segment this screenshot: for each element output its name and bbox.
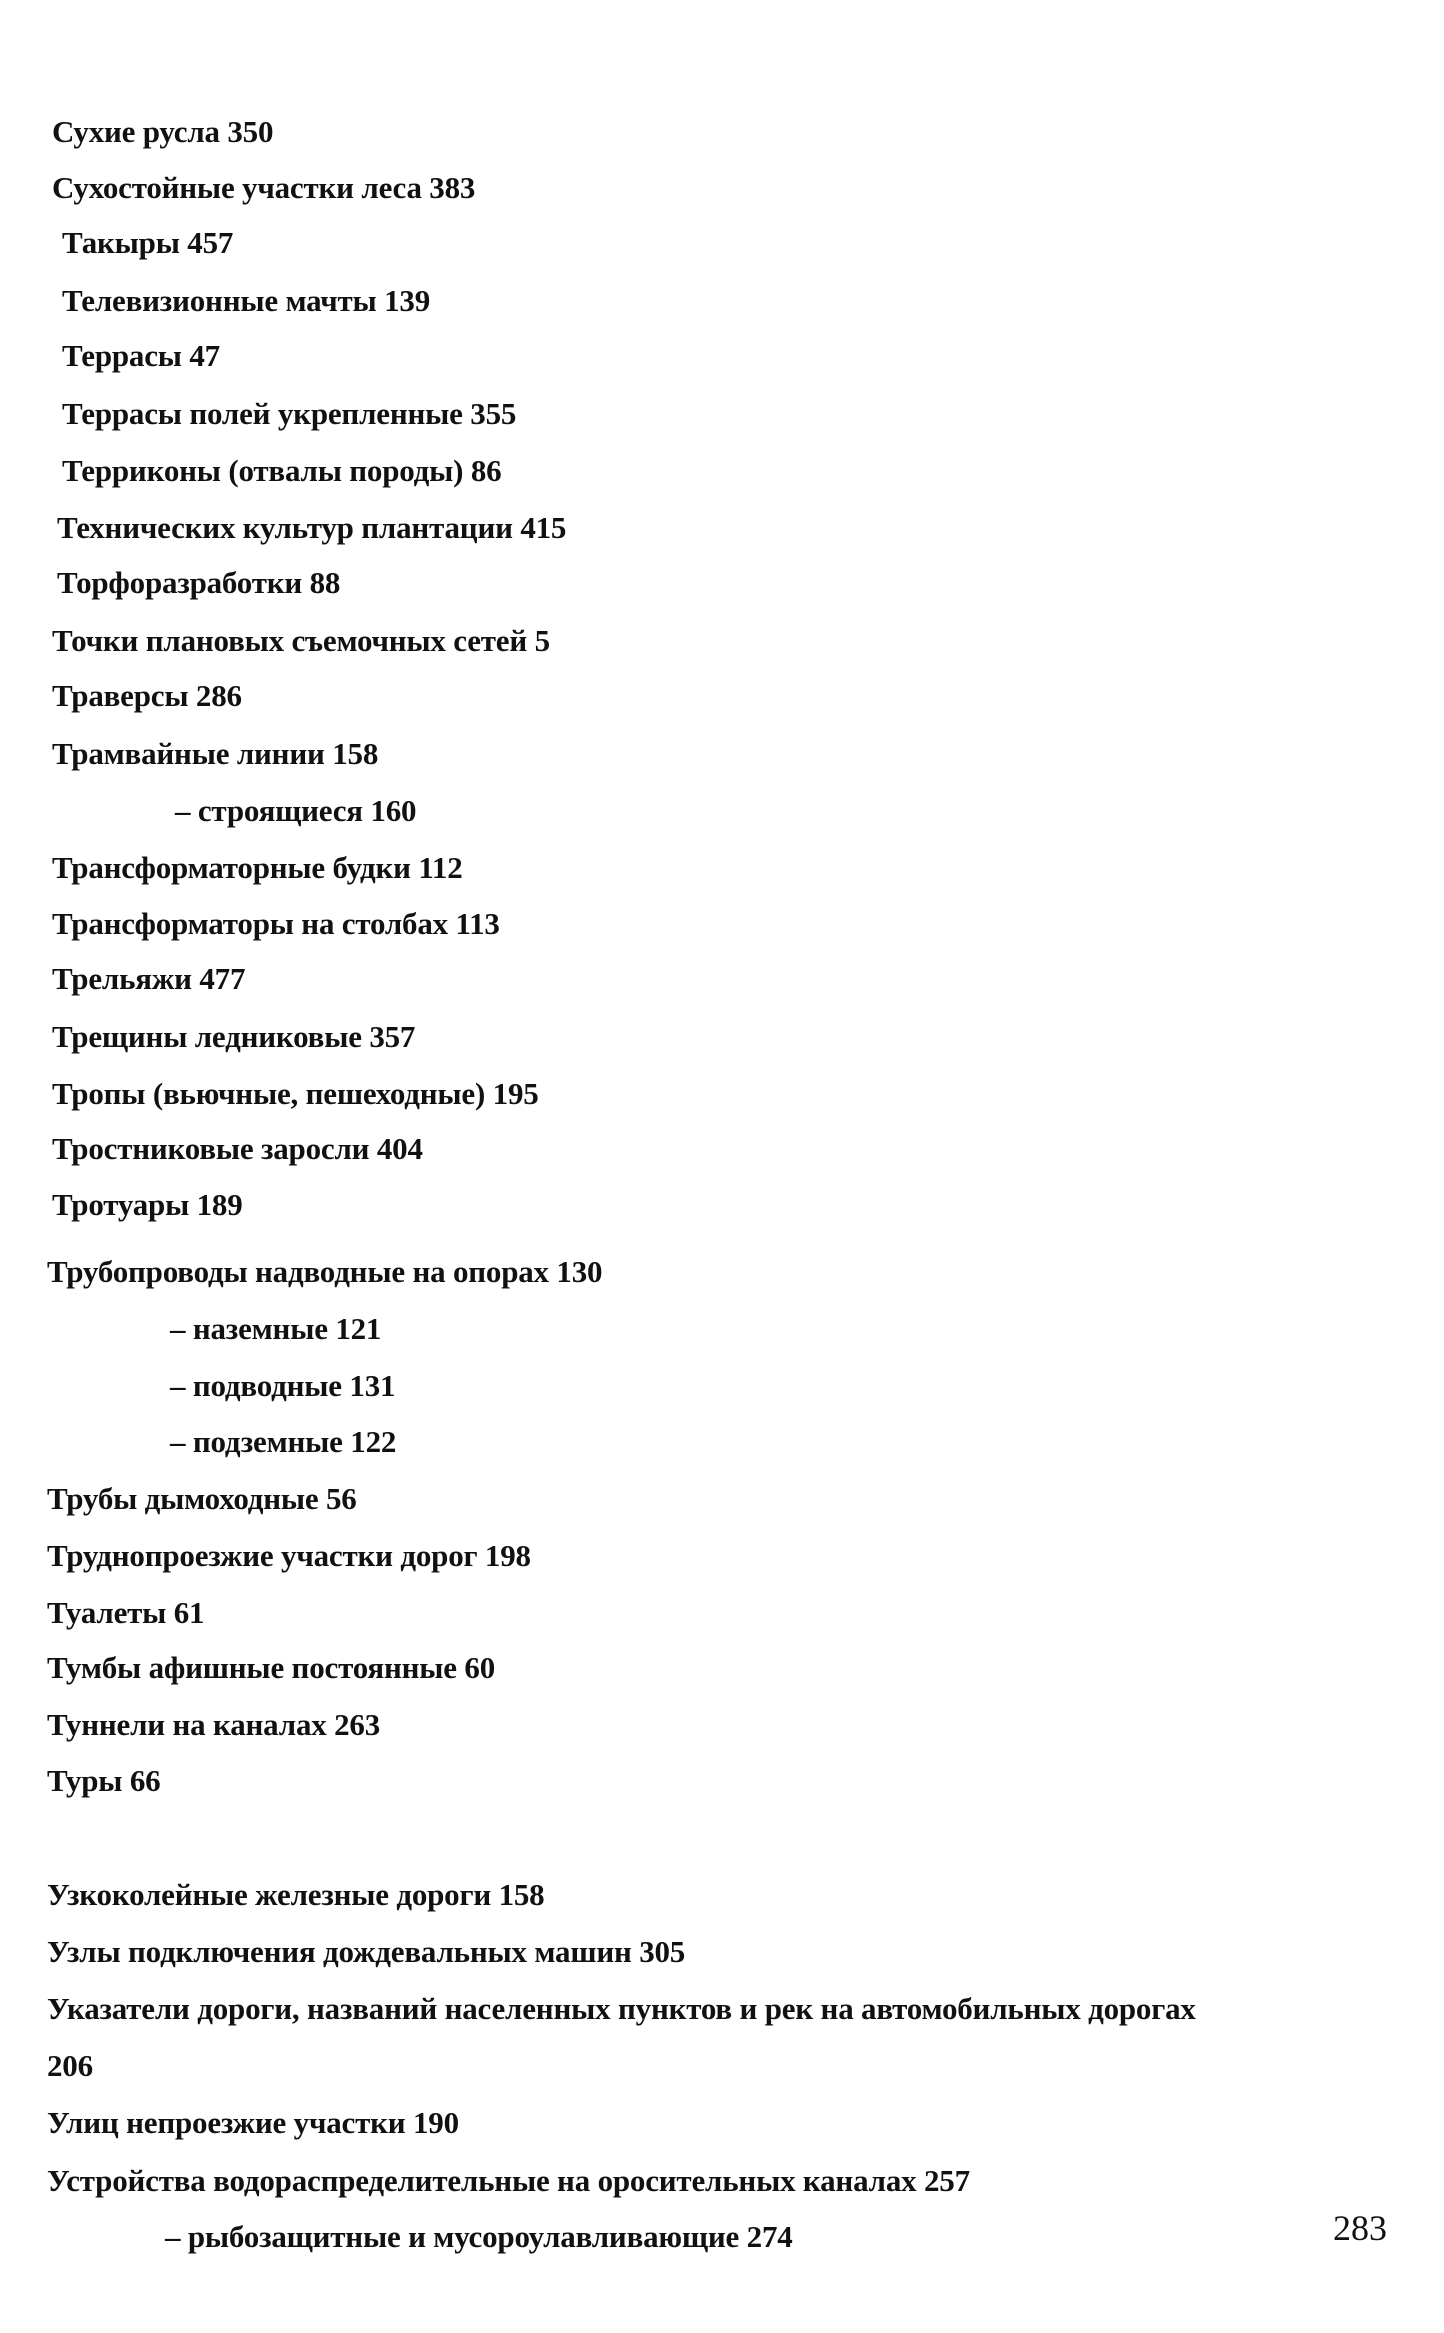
index-entry: Траверсы 286 [52, 678, 242, 713]
index-entry: Такыры 457 [62, 225, 234, 260]
index-entry: Трамвайные линии 158 [52, 736, 379, 771]
index-entry: Туалеты 61 [47, 1595, 205, 1630]
index-entry: Трансформаторы на столбах 113 [52, 906, 500, 941]
index-entry: Точки плановых съемочных сетей 5 [52, 623, 550, 658]
index-entry-continuation: 206 [47, 2048, 93, 2083]
index-entry: Трельяжи 477 [52, 961, 246, 996]
index-subentry: – наземные 121 [170, 1311, 382, 1346]
index-entry: Тротуары 189 [52, 1187, 243, 1222]
index-entry: Туннели на каналах 263 [47, 1707, 380, 1742]
index-entry: Указатели дороги, названий населенных пунктов и рек на автомобильных дорогах [47, 1991, 1196, 2026]
index-entry: Устройства водораспределительные на оросительных каналах 257 [47, 2163, 970, 2198]
index-entry: Улиц непроезжие участки 190 [47, 2105, 459, 2140]
index-entry: Тумбы афишные постоянные 60 [47, 1650, 496, 1685]
index-entry: Террасы 47 [62, 338, 220, 373]
index-entry: Трансформаторные будки 112 [52, 850, 463, 885]
index-entry: Торфоразработки 88 [57, 565, 341, 600]
index-subentry: – строящиеся 160 [175, 793, 417, 828]
index-entry: Туры 66 [47, 1763, 161, 1798]
index-entry: Терриконы (отвалы породы) 86 [62, 453, 502, 488]
index-entry: Труднопроезжие участки дорог 198 [47, 1538, 531, 1573]
index-subentry: – подземные 122 [170, 1424, 397, 1459]
index-subentry: – подводные 131 [170, 1368, 396, 1403]
index-subentry: – рыбозащитные и мусороулавливающие 274 [165, 2219, 793, 2254]
index-entry: Сухостойные участки леса 383 [52, 170, 476, 205]
index-entry: Террасы полей укрепленные 355 [62, 396, 517, 431]
page-number: 283 [1333, 2208, 1387, 2248]
index-entry: Тропы (вьючные, пешеходные) 195 [52, 1076, 539, 1111]
index-entry: Узкоколейные железные дороги 158 [47, 1877, 545, 1912]
index-entry: Трубопроводы надводные на опорах 130 [47, 1254, 603, 1289]
index-entry: Трубы дымоходные 56 [47, 1481, 357, 1516]
index-entry: Сухие русла 350 [52, 114, 274, 149]
index-entry: Технических культур плантации 415 [57, 510, 567, 545]
index-entry: Телевизионные мачты 139 [62, 283, 430, 318]
index-entry: Тростниковые заросли 404 [52, 1131, 423, 1166]
index-entry: Узлы подключения дождевальных машин 305 [47, 1934, 686, 1969]
index-entry: Трещины ледниковые 357 [52, 1019, 416, 1054]
